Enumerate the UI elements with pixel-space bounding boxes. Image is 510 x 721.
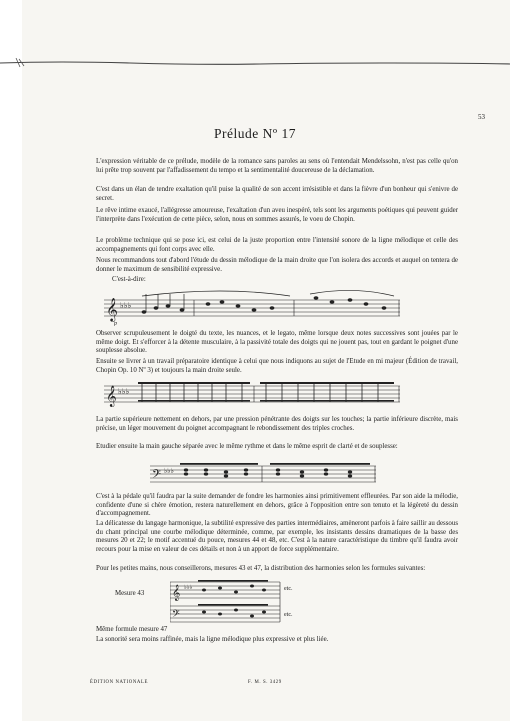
- page-top-edge: [0, 58, 510, 68]
- paragraph-sonorite: La sonorité sera moins raffinée, mais la ligne mélodique plus expressive et plus liée.: [96, 636, 329, 643]
- footer-edition: ÉDITION NATIONALE: [90, 680, 149, 685]
- paragraph-elan: C'est dans un élan de tendre exaltation qu'il puise la qualité de son accent irrésistible et dans la fièvre d'un bonheur qui s'enivre de secret.: [96, 186, 458, 202]
- paragraph-reve: Le rêve intime exaucé, l'allégresse amoureuse, l'exaltation d'un aveu inespéré, tels sont les arguments poétiques qui peuvent guider l'interprète dans l'exécution de cette pièce, selon, nous en sommes assurés, le voeu de Chopin.: [96, 207, 458, 223]
- paragraph-pedale: C'est à la pédale qu'il faudra par la suite demander de fondre les harmonies ainsi primitivement effleurées. Par son aide la mélodie, confidente d'une si chère émotion, restera naturellement en dehors, grâce à l'opposition entre son tenuto et la légèreté du dessin d'accompagnement.: [96, 493, 458, 518]
- page-number: 53: [478, 113, 485, 121]
- paragraph-ensuite: Ensuite se livrer à un travail préparatoire identique à celui que nous indiquons au sujet de l'Etude en mi majeur (Édition de travail, Chopin Op. 10 Nº 3) et toujours la main droite seule.: [96, 358, 458, 374]
- paragraph-meme-formule: Même formule mesure 47: [96, 626, 168, 633]
- label-c-est-a-dire: C'est-à-dire:: [112, 276, 146, 283]
- binding-margin: [0, 0, 22, 721]
- music-example-mesure-43: [170, 578, 310, 624]
- svg-text:𝄞: 𝄞: [106, 386, 117, 406]
- label-mesure-43: Mesure 43: [115, 590, 145, 597]
- svg-text:𝄞: 𝄞: [106, 299, 118, 321]
- svg-text:♭♭♭: ♭♭♭: [184, 585, 193, 591]
- paragraph-petites-mains: Pour les petites mains, nous conseillerons, mesures 43 et 47, la distribution des harmonies selon les formules suivantes:: [96, 565, 426, 572]
- svg-text:p: p: [114, 321, 117, 326]
- etc-label-treble: etc.: [284, 586, 293, 592]
- music-example-right-hand: [104, 378, 404, 408]
- paragraph-etudier: Etudier ensuite la main gauche séparée avec le même rythme et dans le même esprit de clarté et de souplesse:: [96, 443, 398, 450]
- svg-text:♭♭♭: ♭♭♭: [118, 387, 130, 396]
- footer-plate-number: F. M. S. 3429: [248, 680, 282, 685]
- paragraph-delicatesse: La délicatesse du langage harmonique, la subtilité expressive des parties intermédiaires, amèneront parfois à faire saillir au dessous du chant principal une courbe mélodique déterminée, comme, par exemple, les insistants dessins dramatiques de la basse des mesures 20 et 22; le motif accentué du pouce, mesures 44 et 48, etc. C'est à la nature caractéristique du timbre qu'il faudra avoir recours pour la mise en valeur de ces détails et non à un apport de force supplémentaire.: [96, 520, 458, 554]
- svg-text:𝄢: 𝄢: [172, 608, 180, 622]
- music-example-left-hand: [150, 460, 380, 488]
- svg-text:♭♭♭: ♭♭♭: [164, 467, 174, 475]
- paragraph-probleme: Le problème technique qui se pose ici, est celui de la juste proportion entre l'intensité sonore de la ligne mélodique et celle des accompagnements qui font corps avec elle.: [96, 237, 458, 253]
- paragraph-recommandation: Nous recommandons tout d'abord l'étude du dessin mélodique de la main droite que l'on isolera des accords et auquel on tentera de donner le maximum de sensibilité expressive.: [96, 257, 458, 273]
- paragraph-observer: Observer scrupuleusement le doigté du texte, les nuances, et le legato, même lorsque deux notes successives sont jouées par le même doigt. Et s'efforcer à la détente musculaire, à la passivité totale des doigts qui ne jouent pas, tout en gardant le poignet d'une souplesse absolue.: [96, 330, 458, 355]
- music-example-melody: [104, 290, 404, 326]
- svg-text:𝄞: 𝄞: [172, 586, 181, 601]
- page-title: Prélude Nº 17: [214, 126, 296, 141]
- svg-text:♭♭♭: ♭♭♭: [120, 301, 132, 310]
- paragraph-partie-superieure: La partie supérieure nettement en dehors, par une pression pénétrante des doigts sur les touches; la partie inférieure discrète, mais précise, un léger mouvement du poignet accompagnant le rebondissement des triples croches.: [96, 416, 458, 432]
- paragraph-intro: L'expression véritable de ce prélude, modèle de la romance sans paroles au sens où l'entendait Mendelssohn, n'est pas celle qu'on lui prête trop souvent par l'affadissement du tempo et la sentimentalité doucereuse de la déclamation.: [96, 158, 458, 174]
- etc-label-bass: etc.: [284, 612, 293, 618]
- svg-text:𝄢: 𝄢: [152, 469, 162, 484]
